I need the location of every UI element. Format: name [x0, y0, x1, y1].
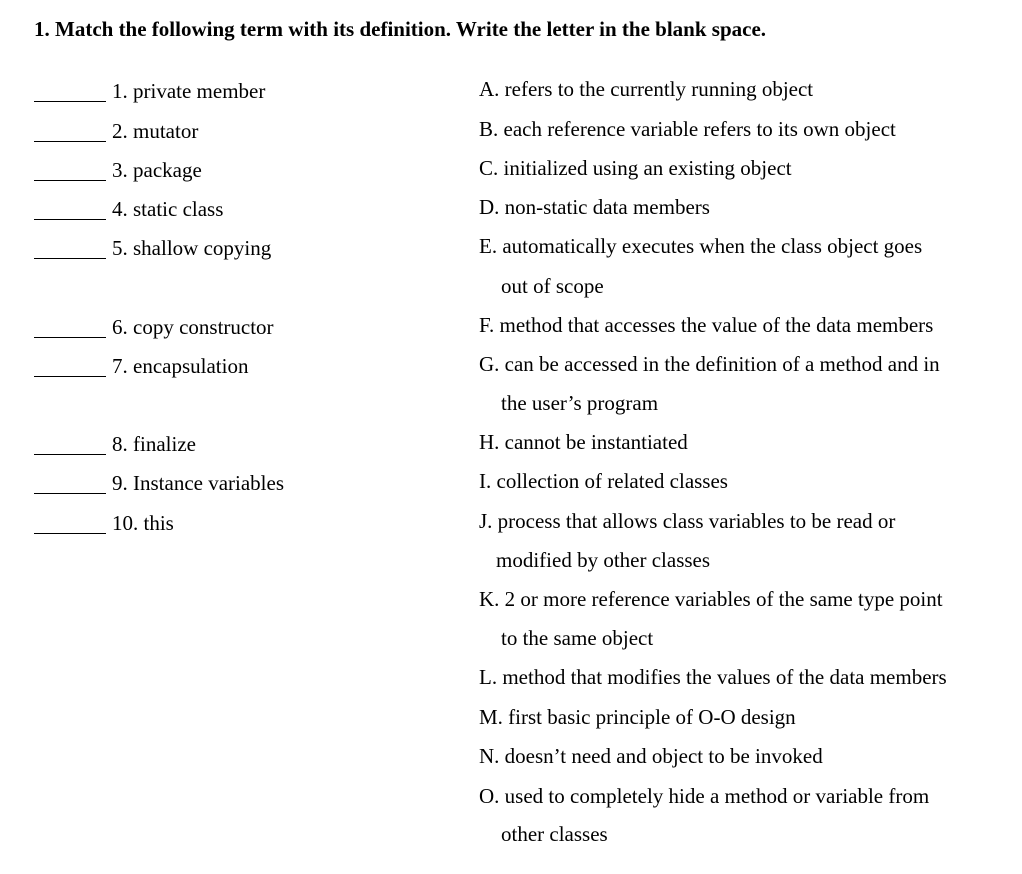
- definition-i: I. collection of related classes: [479, 469, 728, 493]
- definition-c: C. initialized using an existing object: [479, 156, 792, 180]
- definition-m: M. first basic principle of O-O design: [479, 705, 796, 729]
- term-row-7: [34, 353, 248, 377]
- term-row-2: [34, 118, 198, 142]
- answer-blank-4[interactable]: [34, 201, 106, 220]
- term-row-6: [34, 314, 274, 338]
- definition-f: F. method that accesses the value of the data members: [479, 313, 934, 337]
- term-label-7: 7. encapsulation: [112, 354, 249, 378]
- term-label-6: 6. copy constructor: [112, 315, 274, 339]
- definition-o-continuation: other classes: [501, 822, 608, 846]
- term-row-8: [34, 431, 196, 455]
- definition-e: E. automatically executes when the class object goes: [479, 234, 923, 258]
- definition-j-continuation: modified by other classes: [496, 548, 711, 572]
- definition-g: G. can be accessed in the definition of a method and in: [479, 352, 940, 376]
- answer-blank-10[interactable]: [34, 515, 106, 534]
- definition-l: L. method that modifies the values of the data members: [479, 665, 947, 689]
- answer-blank-2[interactable]: [34, 123, 106, 142]
- definition-d: D. non-static data members: [479, 195, 710, 219]
- definition-h: H. cannot be instantiated: [479, 430, 688, 454]
- definition-o: O. used to completely hide a method or variable from: [479, 784, 930, 808]
- definition-g-continuation: the user’s program: [501, 391, 659, 415]
- answer-blank-5[interactable]: [34, 240, 106, 259]
- term-label-1: 1. private member: [112, 79, 266, 103]
- answer-blank-6[interactable]: [34, 319, 106, 338]
- term-label-3: 3. package: [112, 158, 202, 182]
- term-label-4: 4. static class: [112, 197, 224, 221]
- answer-blank-8[interactable]: [34, 436, 106, 455]
- answer-blank-3[interactable]: [34, 162, 106, 181]
- definition-k-continuation: to the same object: [501, 626, 654, 650]
- definition-n: N. doesn’t need and object to be invoked: [479, 744, 823, 768]
- term-label-10: 10. this: [112, 511, 174, 535]
- definition-b: B. each reference variable refers to its own object: [479, 117, 896, 141]
- term-label-2: 2. mutator: [112, 119, 199, 143]
- term-row-4: [34, 196, 223, 220]
- term-row-10: [34, 510, 174, 534]
- term-label-5: 5. shallow copying: [112, 236, 272, 260]
- question-title: 1. Match the following term with its definition. Write the letter in the blank space.: [34, 17, 767, 41]
- term-row-1: [34, 78, 265, 102]
- term-label-9: 9. Instance variables: [112, 471, 285, 495]
- definition-j: J. process that allows class variables to be read or: [479, 509, 896, 533]
- term-row-3: [34, 157, 202, 181]
- answer-blank-1[interactable]: [34, 83, 106, 102]
- term-row-9: [34, 470, 284, 494]
- answer-blank-7[interactable]: [34, 358, 106, 377]
- answer-blank-9[interactable]: [34, 475, 106, 494]
- term-row-5: [34, 235, 271, 259]
- definition-k: K. 2 or more reference variables of the same type point: [479, 587, 943, 611]
- definition-a: A. refers to the currently running object: [479, 77, 814, 101]
- definition-e-continuation: out of scope: [501, 274, 604, 298]
- term-label-8: 8. finalize: [112, 432, 196, 456]
